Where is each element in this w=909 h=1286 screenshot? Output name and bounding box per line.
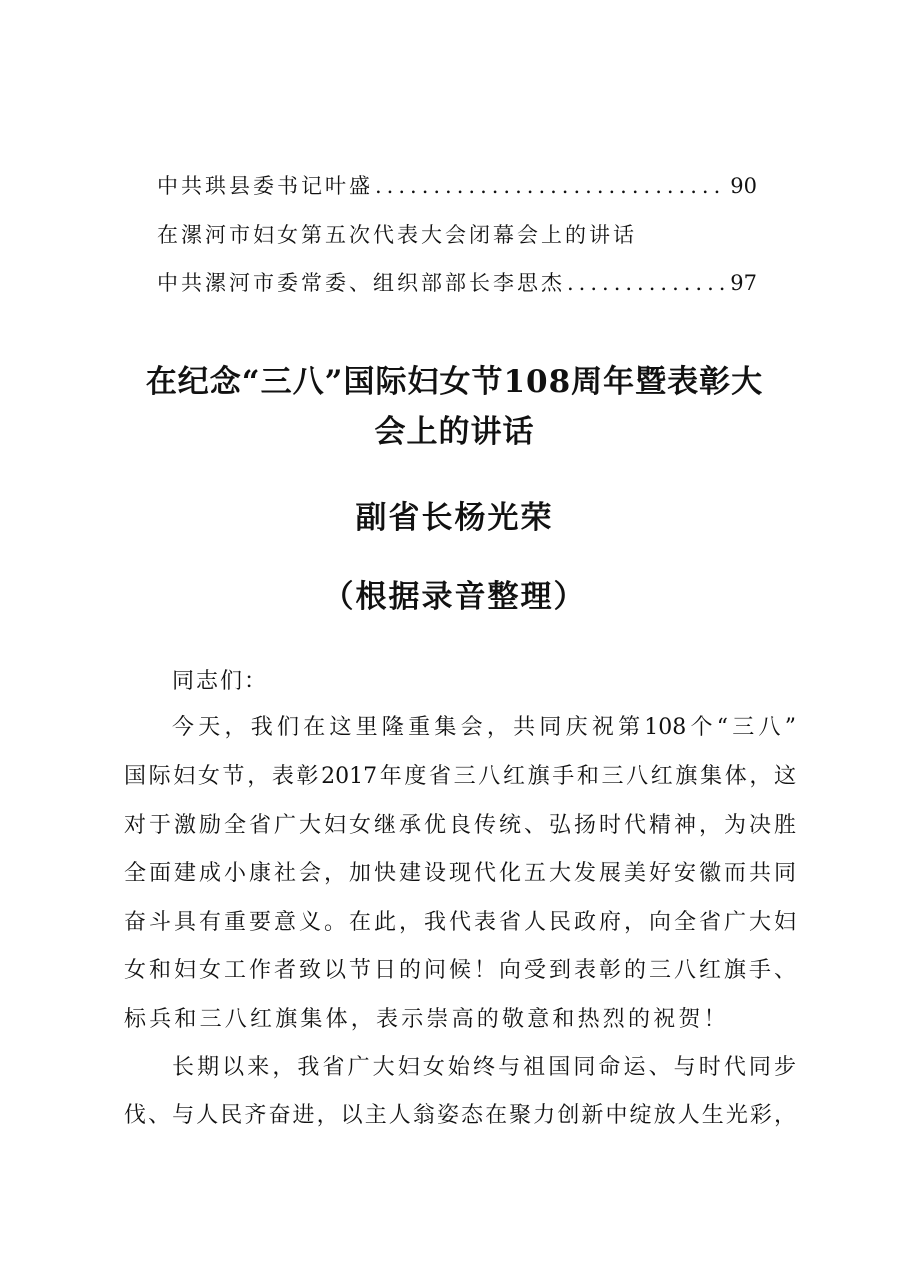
paragraph-line: 标兵和三八红旗集体，表示崇高的敬意和热烈的祝贺！ — [124, 1007, 729, 1032]
toc-leader-dots — [567, 268, 726, 298]
transcription-note: （根据录音整理） — [322, 579, 587, 615]
toc-entry[interactable] — [157, 220, 677, 250]
toc-leader-dots — [375, 171, 726, 201]
toc-page-number: 90 — [730, 174, 757, 198]
paragraph-line: 国际妇女节，表彰2017年度省三八红旗手和三八红旗集体，这 — [124, 764, 796, 789]
salutation: 同志们： — [172, 669, 269, 694]
paragraph-line: 女和妇女工作者致以节日的问候！向受到表彰的三八红旗手、 — [124, 958, 796, 983]
toc-entry[interactable] — [157, 268, 757, 298]
paragraph-line: 全面建成小康社会，加快建设现代化五大发展美好安徽而共同 — [124, 861, 796, 886]
toc-entry[interactable] — [157, 171, 757, 201]
paragraph-line: 今天，我们在这里隆重集会，共同庆祝第108个“三八” — [172, 715, 796, 740]
toc-page-number: 97 — [730, 271, 757, 295]
speech-title-line-2: 会上的讲话 — [374, 414, 535, 450]
toc-entry-text: 中共漯河市委常委、组织部部长李思杰 — [157, 271, 565, 295]
speaker-name: 副省长杨光荣 — [355, 500, 554, 536]
toc-entry-text: 在漯河市妇女第五次代表大会闭幕会上的讲话 — [157, 223, 637, 247]
toc-entry-text: 中共珙县委书记叶盛 — [157, 174, 373, 198]
paragraph-line: 长期以来，我省广大妇女始终与祖国同命运、与时代同步 — [172, 1055, 796, 1080]
paragraph-line: 奋斗具有重要意义。在此，我代表省人民政府，向全省广大妇 — [124, 910, 796, 935]
paragraph-line: 对于激励全省广大妇女继承优良传统、弘扬时代精神，为决胜 — [124, 813, 796, 838]
speech-title-line-1: 在纪念“三八”国际妇女节108周年暨表彰大 — [145, 364, 764, 400]
paragraph-line: 伐、与人民齐奋进，以主人翁姿态在聚力创新中绽放人生光彩， — [124, 1103, 796, 1128]
